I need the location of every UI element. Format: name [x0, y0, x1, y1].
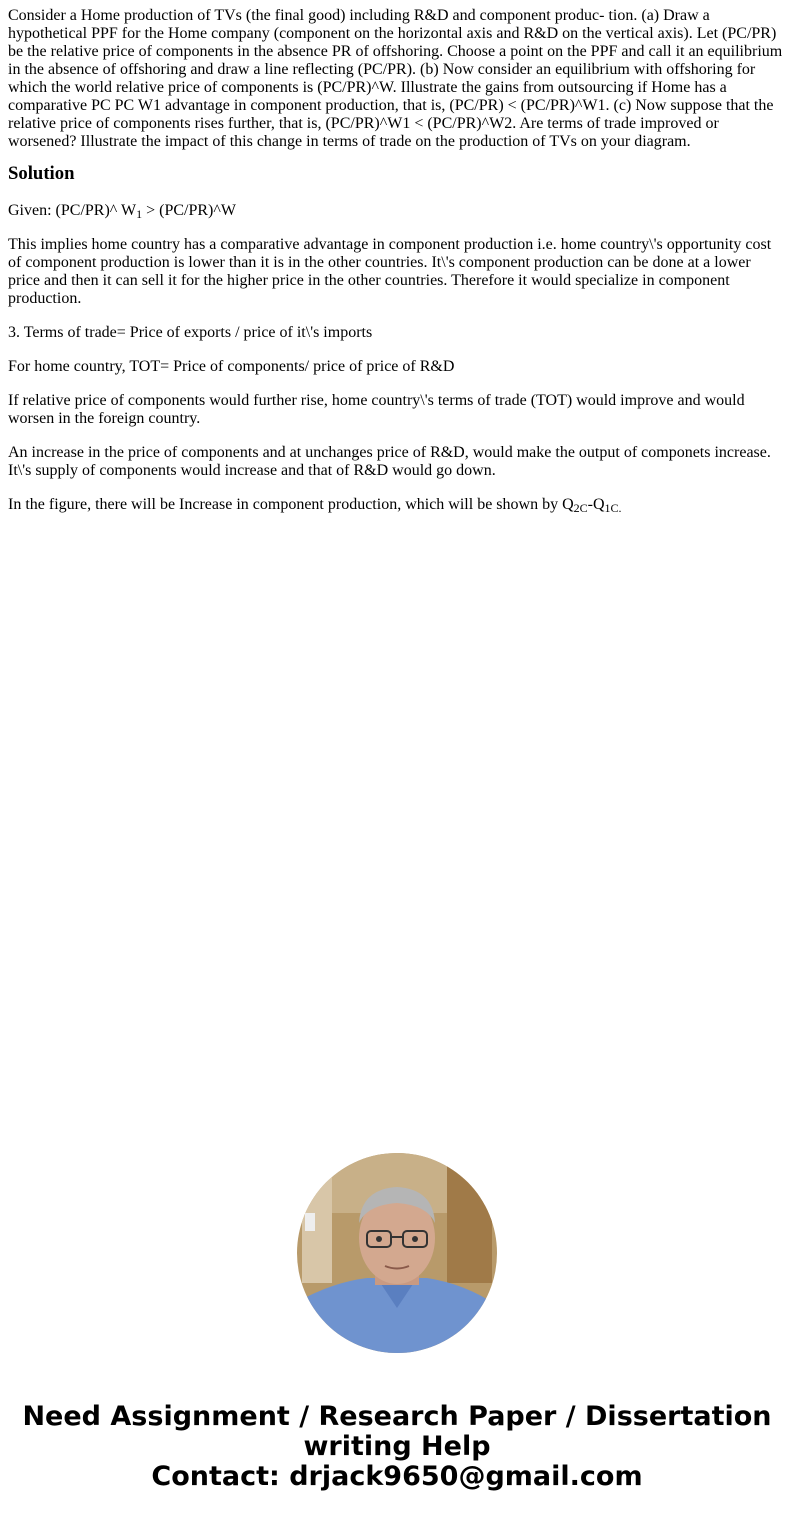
given-prefix: Given: (PC/PR)^ W: [8, 202, 137, 219]
solution-heading: Solution: [8, 163, 75, 184]
paragraph-tot-home: For home country, TOT= Price of components/ price of price of R&D: [8, 358, 455, 375]
figure-statement: [8, 496, 786, 514]
tutor-photo: [297, 1153, 497, 1353]
paragraph-terms-of-trade: 3. Terms of trade= Price of exports / price of it\'s imports: [8, 324, 373, 341]
promo-banner: [0, 1402, 794, 1492]
paragraph-tot-improve: If relative price of components would further rise, home country\'s terms of trade (TOT) would improve and would worsen in the foreign country.: [8, 392, 745, 427]
tutor-avatar: [297, 1153, 497, 1353]
promo-contact: Contact: drjack9650@gmail.com: [151, 1461, 643, 1492]
figure-prefix: In the figure, there will be Increase in component production, which will be shown by Q: [8, 496, 574, 513]
figure-mid: -Q: [587, 496, 605, 513]
document-body: [8, 7, 786, 530]
promo-line-1: Need Assignment / Research Paper / Dissertation: [22, 1401, 772, 1432]
question-text: Consider a Home production of TVs (the final good) including R&D and component produc- tion. (a) Draw a hypothetical PPF for the Home company (component on the horizontal axis and R&D on the vertical axis). Let (PC/PR) be the relative price of components in the absence PR of offshoring. Choose a point on the PPF and call it an equilibrium in the absence of offshoring and draw a line reflecting (PC/PR). (b) Now consider an equilibrium with offshoring for which the world relative price of components is (PC/PR)^W. Illustrate the gains from outsourcing if Home has a comparative PC PC W1 advantage in component production, that is, (PC/PR) < (PC/PR)^W1. (c) Now suppose that the relative price of components rises further, that is, (PC/PR)^W1 < (PC/PR)^W2. Are terms of trade improved or worsened? Illustrate the impact of this change in terms of trade on the production of TVs on your diagram.: [8, 7, 783, 150]
figure-subscript-2c: 2C: [573, 501, 588, 515]
given-statement: [8, 202, 786, 220]
paragraph-comparative-advantage: This implies home country has a comparative advantage in component production i.e. home country\'s opportunity cost of component production is lower than it is in the other countries. It\'s component production can be done at a lower price and then it can sell it for the higher price in the other countries. Therefore it would specialize in component production.: [8, 236, 772, 307]
paragraph-price-increase: An increase in the price of components and at unchanges price of R&D, would make the output of componets increase. It\'s supply of components would increase and that of R&D would go down.: [8, 444, 771, 479]
given-suffix: > (PC/PR)^W: [142, 202, 236, 219]
figure-subscript-1c: 1C.: [604, 501, 622, 515]
given-subscript: 1: [136, 207, 143, 221]
promo-line-2: writing Help: [303, 1431, 491, 1462]
